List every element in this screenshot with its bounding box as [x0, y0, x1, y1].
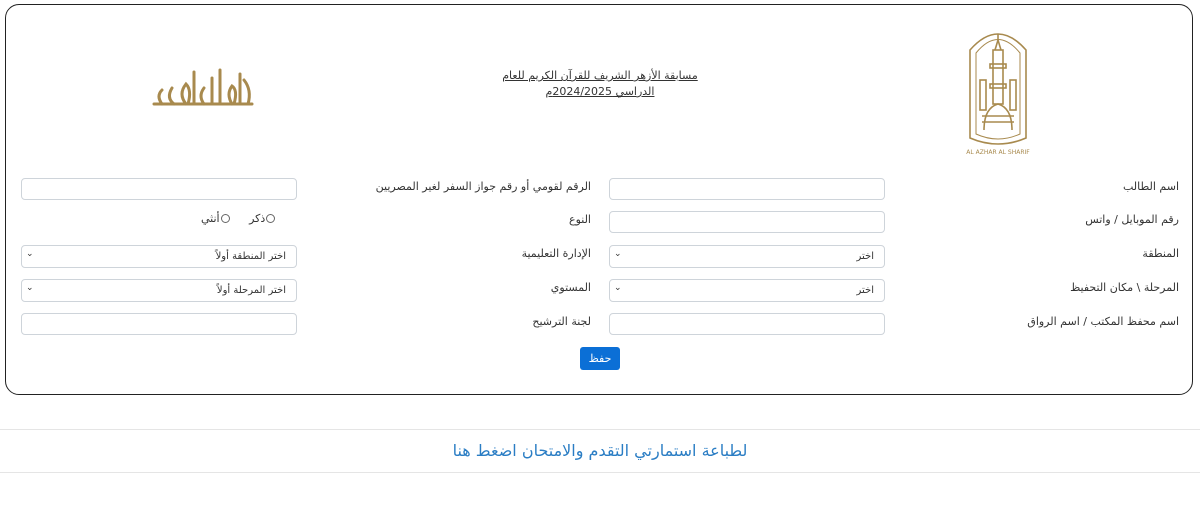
- teacher-input[interactable]: [609, 313, 885, 335]
- gender-male-option[interactable]: [249, 212, 275, 225]
- wordmark-text: بوابة الأزهر: [200, 116, 206, 117]
- stage-select[interactable]: [609, 279, 885, 302]
- region-select[interactable]: [609, 245, 885, 268]
- level-label: المستوي: [550, 281, 591, 294]
- chevron-down-icon: ⌄: [26, 249, 34, 259]
- gender-label: النوع: [569, 213, 591, 226]
- portal-wordmark-logo: [148, 60, 258, 118]
- region-label: المنطقة: [1142, 247, 1179, 260]
- edu-admin-select-value: اختر المنطقة أولاً: [215, 251, 286, 262]
- al-azhar-seal-logo: [960, 20, 1036, 158]
- competition-heading: [500, 68, 700, 100]
- region-select-value: اختر: [856, 251, 874, 262]
- gender-female-option[interactable]: [201, 212, 230, 225]
- chevron-down-icon: ⌄: [614, 249, 622, 259]
- committee-input[interactable]: [21, 313, 297, 335]
- gender-male-label: ذكر: [249, 212, 266, 225]
- edu-admin-select[interactable]: [21, 245, 297, 268]
- divider-top: [0, 429, 1200, 430]
- divider-bottom: [0, 472, 1200, 473]
- edu-admin-label: الإدارة التعليمية: [521, 247, 591, 260]
- gender-radio-group: [185, 212, 275, 226]
- heading-line-2: الدراسي 2024/2025م: [545, 85, 655, 98]
- gender-male-radio[interactable]: [266, 214, 275, 223]
- committee-label: لجنة الترشيح: [532, 315, 591, 328]
- save-button[interactable]: حفظ: [580, 347, 620, 370]
- gender-female-label: أنثي: [201, 212, 220, 225]
- student-name-input[interactable]: [609, 178, 885, 200]
- seal-caption: AL AZHAR AL SHARIF: [966, 149, 1030, 156]
- teacher-label: اسم محفظ المكتب / اسم الرواق: [1027, 315, 1179, 328]
- mobile-label: رقم الموبايل / واتس: [1085, 213, 1179, 226]
- national-id-label: الرقم لقومي أو رقم جواز السفر لغير المصريين: [375, 180, 591, 193]
- national-id-input[interactable]: [21, 178, 297, 200]
- chevron-down-icon: ⌄: [614, 283, 622, 293]
- heading-line-1: مسابقة الأزهر الشريف للقرآن الكريم للعام: [502, 69, 698, 82]
- stage-label: المرحلة \ مكان التحفيظ: [1070, 281, 1179, 294]
- gender-female-radio[interactable]: [221, 214, 230, 223]
- stage-select-value: اختر: [856, 285, 874, 296]
- chevron-down-icon: ⌄: [26, 283, 34, 293]
- level-select[interactable]: [21, 279, 297, 302]
- level-select-value: اختر المرحلة أولاً: [216, 285, 286, 296]
- student-name-label: اسم الطالب: [1122, 180, 1179, 193]
- mobile-input[interactable]: [609, 211, 885, 233]
- print-forms-link[interactable]: لطباعة استمارتي التقدم والامتحان اضغط هنا: [452, 441, 748, 460]
